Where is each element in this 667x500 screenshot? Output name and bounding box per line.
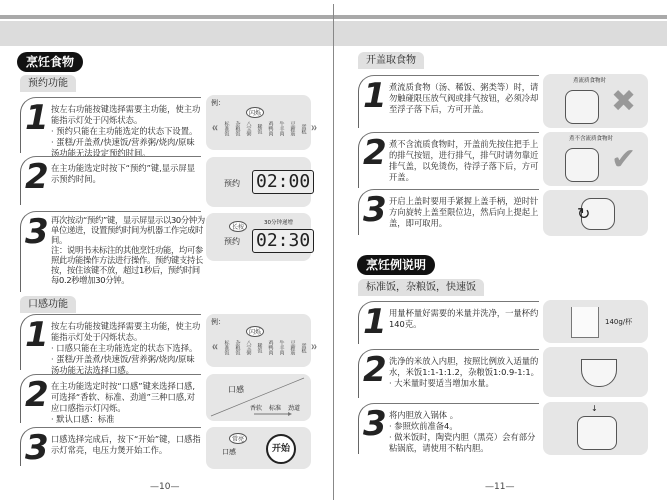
step-text: 用量杯量好需要的米量并洗净，一量杯约140克。: [389, 308, 539, 329]
function-label: 八宝粥: [245, 121, 252, 136]
measuring-cup-panel: [543, 300, 648, 343]
texture-step-1: [20, 314, 201, 375]
texture-option: 香软: [250, 405, 263, 412]
example-label: 例：: [211, 99, 225, 107]
function-panel-illustration: [206, 314, 320, 367]
function-panel-illustration: [206, 95, 320, 150]
reserve-step-1: [20, 97, 201, 158]
step-text: 洗净的米放入内胆，按照比例放入适量的水，米饭1:1-1:1.2，杂粮饭1:0.9-1:1。 · 大米量时要适当增加水量。: [389, 356, 539, 388]
down-arrow-icon: ↓: [591, 404, 598, 413]
section-title-examples: 烹饪例说明: [357, 255, 435, 275]
page-number: —11—: [485, 482, 515, 492]
texture-option: 劲道: [288, 405, 301, 412]
reserve-display-panel: [206, 157, 311, 207]
inner-pot-panel: [543, 347, 648, 397]
step-text: 煮流质食物（汤、稀饭、粥类等）时，请勿触碰限压放气阀或排气按钮，必须冷却至浮子落下后，方可开盖。: [389, 82, 539, 114]
rice-step-1: [358, 301, 539, 344]
right-arrows-icon: 》》: [311, 345, 320, 351]
function-label: 牛羊肉: [278, 340, 285, 355]
subsection-texture: 口感功能: [20, 296, 76, 313]
diagonal-line: [206, 374, 311, 421]
function-label: 蛋糕: [300, 342, 307, 353]
subsection-open-lid: 开盖取食物: [358, 52, 424, 69]
start-panel: [206, 427, 311, 469]
panel-caption: 煮不含流质食物时: [569, 136, 614, 142]
step-number: 1: [363, 302, 385, 342]
function-label: 鸡鸭肉: [267, 121, 274, 136]
inner-pot-icon: [581, 359, 617, 387]
function-list: [210, 340, 319, 355]
left-arrows-icon: 《《: [210, 126, 218, 132]
function-label: 豆蹄筋: [289, 340, 296, 355]
example-label: 例：: [211, 318, 225, 326]
reserve-label: 预约: [224, 179, 240, 188]
function-label: 蛋糕: [300, 123, 307, 134]
cooker-body-panel: [543, 402, 648, 455]
function-label: 标准饭: [223, 340, 230, 355]
function-label: 八宝粥: [245, 340, 252, 355]
function-label: 豆蹄筋: [289, 121, 296, 136]
cooker-wrong-panel: [543, 74, 648, 128]
reserve-step-2: [20, 156, 201, 205]
section-title-cooking: 烹饪食物: [17, 52, 83, 72]
blink-bubble: 闪烁: [246, 326, 264, 337]
step-number: 1: [25, 98, 47, 138]
step-number: 3: [25, 212, 47, 252]
reserve-step-3: [20, 211, 205, 292]
step-number: 1: [25, 315, 47, 355]
step-text: 将内胆放入锅体 。 · 参照炊前准备4。 · 做米饭时，陶瓷内胆（黑亮）会有部分粘锅底，请使用不粘内胆。: [389, 410, 536, 453]
function-label: 杂粮饭: [234, 121, 241, 136]
step-number: 3: [25, 428, 47, 468]
cross-icon: ✖: [611, 84, 637, 119]
open-step-1: [358, 75, 539, 128]
rotate-arrow-icon: ↻: [577, 204, 591, 223]
check-icon: ✔: [611, 142, 637, 177]
step-number: 1: [363, 76, 385, 116]
texture-step-3: [20, 427, 201, 466]
panel-caption: 煮流质食物时: [573, 78, 607, 84]
page-divider: [333, 4, 334, 500]
open-step-3: [358, 189, 539, 235]
right-arrows-icon: 》》: [311, 126, 320, 132]
measuring-cup-icon: [571, 307, 599, 338]
step-text: 口感选择完成后，按下“开始”键，口感指示灯常亮，电压力煲开始工作。: [51, 434, 201, 455]
reserve-increment-panel: [206, 213, 311, 261]
long-press-bubble: 长按: [229, 221, 247, 232]
function-list: [210, 121, 319, 136]
function-label: 鸡鸭肉: [267, 340, 274, 355]
reserve-label: 预约: [224, 237, 240, 246]
cooker-body-icon: [577, 416, 617, 450]
lcd-display: 02:00: [252, 170, 314, 194]
cup-label: 140g/杯: [605, 318, 633, 326]
rice-step-2: [358, 349, 539, 398]
subsection-rice: 标准饭，杂粮饭，快速饭: [358, 279, 484, 296]
cooker-right-panel: [543, 132, 648, 186]
step-number: 3: [363, 404, 385, 444]
texture-step-2: [20, 374, 201, 423]
step-text: 在主功能选定时按下“预约”键,显示屏显示预约时间。: [51, 163, 195, 184]
function-label: 稀饭: [256, 123, 263, 134]
page-number: —10—: [150, 482, 180, 492]
step-number: 2: [363, 133, 385, 173]
step-number: 2: [25, 375, 47, 415]
step-text: 煮不含流质食物时，开盖前先按住把手上的排气按钮，进行排气，排气时请勿靠近排气盖，以免烫伤，待浮子落下后，方可开盖。: [389, 139, 539, 182]
step-number: 2: [363, 350, 385, 390]
function-label: 牛羊肉: [278, 121, 285, 136]
open-step-2: [358, 132, 539, 188]
texture-options-panel: [206, 374, 311, 421]
cooker-icon: [565, 148, 599, 182]
left-arrows-icon: 《《: [210, 345, 218, 351]
function-label: 标准饭: [223, 121, 230, 136]
step-text: 在主功能选定时按“口感”键来选择口感,可选择“香软、标准、劲道”三种口感,对应口感指示灯闪烁。 · 默认口感：标准: [51, 381, 195, 424]
lid-rotate-panel: [543, 190, 648, 236]
subsection-reserve: 预约功能: [20, 75, 76, 92]
texture-label: 口感: [222, 448, 236, 456]
texture-label: 口感: [228, 385, 244, 394]
increment-label: 30分钟递增: [264, 220, 293, 226]
function-label: 杂粮饭: [234, 340, 241, 355]
step-text: 按左右功能按键选择需要主功能，使主功能指示灯处于闪烁状态。 · 口感只能在主功能选定的状态下选择。 · 蛋糕/开盖煮/快速饭/营养粥/烧肉/原味汤功能无法选择口感。: [51, 321, 201, 375]
step-number: 2: [25, 157, 47, 197]
step-text: 按左右功能按键选择需要主功能，使主功能指示灯处于闪烁状态。 · 预约只能在主功能选定的状态下设置。 · 蛋糕/开盖煮/快速饭/营养粥/烧肉/原味汤功能无法设定预约时间。: [51, 104, 201, 158]
blink-bubble: 闪烁: [246, 107, 264, 118]
steady-bubble: 常亮: [229, 433, 247, 444]
texture-option: 标准: [269, 405, 282, 412]
function-label: 稀饭: [256, 342, 263, 353]
cooker-icon: [565, 90, 599, 124]
rice-step-3: [358, 403, 539, 454]
start-button: 开始: [266, 434, 296, 464]
step-number: 3: [363, 190, 385, 230]
lcd-display: 02:30: [252, 229, 314, 253]
step-text: 再次按动“预约”键，显示屏显示以30分钟为单位递进，设置预约时间为机器工作完成时间。 注：说明书未标注的其他烹饪功能，均可参照此功能操作方法进行操作。预约键支持长按，按住该键不放，超过1秒后，预约时间每0.2秒增加30分钟。: [51, 215, 205, 285]
step-text: 开启上盖时要用手紧握上盖手柄，逆时针方向旋转上盖至限位边，然后向上提起上盖，即可取用。: [389, 196, 539, 228]
